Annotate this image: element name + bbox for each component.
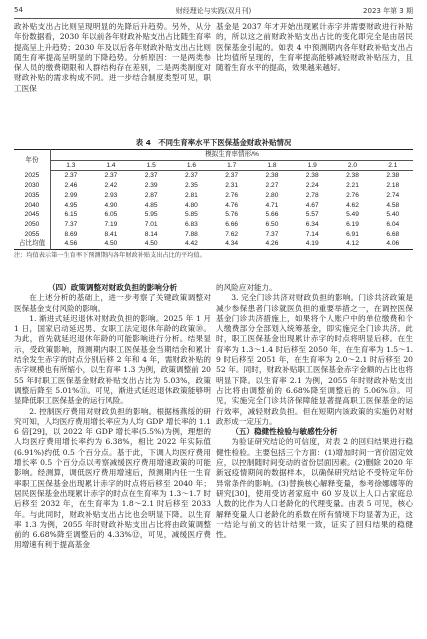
value-cell: 7.88: [185, 230, 198, 238]
value-cell: 4.90: [104, 201, 118, 209]
value-cell: 5.49: [346, 211, 359, 219]
right-column-bottom: [216, 283, 413, 540]
value-cell: 5.76: [225, 211, 239, 219]
column-header: 1.7: [212, 160, 252, 171]
paragraph: 为验证研究结论的可信度，对表 2 的回归结果进行稳健性检验。主要包括三个方面：(1)增加时间一宵价固定效应，以控制随时间变动的省份层面因素。(2)删除 2020 年新冠疫情期间的数据样本，以确保研究结论不受特定年份异常条件的影响。(3)替换核心解释变量，参考徐娜娜等的研究[30]，使用受访者家庭中 60 岁及以上人口占家庭总人数的比作为人口老龄化的代理变量。由表 5 可见，核心解释变量人口老龄化的系数在所有情境下均显著为正，这一结论与前文的估计结果一致，证实了回归结果的稳健性。: [216, 437, 413, 540]
section-heading: （四）政策调整对财政负担的影响分析: [47, 283, 178, 292]
paragraph: 基金是 2037 年才开始出现累计赤字并需要财政进行补贴的，所以这之前财政补贴支出占比的变化即完全是由居民医保基金引起的。如表 4 中预测期内各年财政补贴支出占比均值所呈现的，生育率提高能够减轻财政补贴压力，且随着生育水平的提高，效果越来越好。: [216, 22, 413, 73]
value-cell: 2.81: [185, 191, 198, 199]
value-cell: 4.95: [64, 201, 78, 209]
paragraph: 3. 完全门诊共济对财政负担的影响。门诊共济政策是减少参保患者门诊就医负担的重要举措之一，在调控医保基金门诊共济措施上，如果将个人账户中的单位缴费和个人缴费部分全部划入统筹基金，即实施完全门诊共济。此时，职工医保基金出现累计赤字的时点将明显后移。在生育率为 1.3～1.4 时后移至 2050 年，在生育率为 1.5～1.9 时后移至 2051 年，在生育率为 2.0～2.1 时后移至 2052 年。同时，财政补贴职工医保基金赤字金额的占比也将明显下降。以生育率 2.1 为例，2055 年时财政补贴支出占比将由调整前的 6.68%降至调整后的 5.06%⑬。可见，实施完全门诊共济保障能显著提高职工医保基金的运行效率，减轻财政负担。但在短期内该政策的实施仍对财政形成一定压力。: [216, 293, 413, 426]
column-header: 1.5: [131, 160, 171, 171]
value-cell: 2.37: [225, 172, 239, 180]
table-row: [14, 230, 413, 240]
value-cell: 6.04: [386, 220, 400, 228]
paragraph: 的风险应对能力。: [216, 283, 277, 292]
value-cell: 7.37: [265, 230, 279, 238]
header-rule: [14, 18, 413, 19]
table-caption: 表 4 不同生育率水平下医保基金财政补贴情况: [135, 138, 292, 147]
paragraph: 在上述分析的基础上，进一步考察了关键政策调整对医保基金支付风险的影响。: [14, 293, 211, 313]
column-header: 2.1: [373, 160, 413, 171]
value-cell: 6.68: [386, 230, 400, 238]
value-cell: 2.35: [185, 182, 198, 190]
value-cell: 2.46: [64, 182, 78, 190]
value-cell: 4.62: [346, 201, 359, 209]
column-header: 1.6: [171, 160, 211, 171]
value-cell: 2.18: [386, 182, 400, 190]
table-row: [14, 210, 413, 220]
value-cell: 8.69: [64, 230, 78, 238]
value-cell: 2.38: [265, 172, 279, 180]
table-note: 注：均值表示第一生育率下预测期内各年财政补贴支出占比的平均值。: [14, 252, 206, 260]
value-cell: 4.85: [144, 201, 158, 209]
value-cell: 5.40: [386, 211, 400, 219]
year-cell: 2050: [14, 220, 51, 230]
value-cell: 2.38: [386, 172, 400, 180]
group-header: 模拟生育率情形/%: [51, 150, 414, 161]
year-cell: 2035: [14, 191, 51, 201]
value-cell: 4.19: [305, 240, 319, 248]
paragraph: 1. 渐进式延迟退休对财政负担的影响。2025 年 1 月 1 日，国家启动延迟男、女职工法定退休年龄的政策⑩。为此，首先就延迟退休年龄的可能影响进行分析。结果显示，受政策影响，预测期内职工医保基金当期结余和累计结余发生赤字的时点分别后移 2 年和 4 年，需财政补贴的赤字规模也有所缩小，以生育率 1.3 为例，政策调整前 2055 年时职工医保基金财政补贴支出占比为 5.03%，政策调整后降至 5.01%⑪。可见，渐进式延迟退休政策能够明显降低职工医保基金的运行风险。: [14, 313, 211, 406]
value-cell: 2.78: [305, 191, 319, 199]
value-cell: 7.19: [104, 220, 118, 228]
value-cell: 5.57: [305, 211, 319, 219]
year-cell: 2030: [14, 181, 51, 191]
value-cell: 2.76: [346, 191, 359, 199]
value-cell: 2.76: [225, 191, 239, 199]
page-header: [14, 6, 413, 18]
value-cell: 5.95: [144, 211, 158, 219]
value-cell: 2.27: [265, 182, 279, 190]
section-heading: （五）稳健性检验与敏感性分析: [231, 427, 338, 437]
year-cell: 2040: [14, 201, 51, 211]
column-header: 1.8: [252, 160, 292, 171]
value-cell: 6.15: [64, 211, 78, 219]
value-cell: 2.39: [144, 182, 158, 190]
value-cell: 7.14: [305, 230, 319, 238]
value-cell: 2.99: [64, 191, 78, 199]
value-cell: 4.67: [305, 201, 319, 209]
value-cell: 2.74: [386, 191, 400, 199]
value-cell: 4.34: [225, 240, 239, 248]
year-cell: 2055: [14, 230, 51, 240]
value-cell: 7.01: [144, 220, 158, 228]
value-cell: 6.50: [265, 220, 279, 228]
value-cell: 4.56: [64, 240, 78, 248]
value-cell: 4.12: [346, 240, 359, 248]
value-cell: 2.87: [144, 191, 158, 199]
value-cell: 4.50: [144, 240, 158, 248]
value-cell: 4.26: [265, 240, 279, 248]
value-cell: 2.38: [346, 172, 359, 180]
column-header: 2.0: [332, 160, 372, 171]
value-cell: 7.62: [225, 230, 239, 238]
value-cell: 6.19: [346, 220, 359, 228]
value-cell: 2.31: [225, 182, 239, 190]
journal-title: 财经理论与实践(双月刊): [175, 7, 252, 15]
year-cell: 2025: [14, 171, 51, 181]
year-header: 年份: [14, 150, 51, 171]
table-row: [14, 181, 413, 191]
year-cell: 占比均值: [14, 239, 51, 249]
right-column-top: [216, 22, 413, 73]
table-row: [14, 171, 413, 181]
left-column-bottom: [14, 283, 211, 551]
value-cell: 2.80: [265, 191, 279, 199]
table-block: [14, 137, 413, 260]
value-cell: 2.21: [346, 182, 359, 190]
paragraph: 2. 控制医疗费用对财政负担的影响。根据杨燕绥的研究可知，人均医疗费用增长率应为人均 GDP 增长率的 1.16 倍[29]，以 2022 年 GDP 增长率(5.5%)为例，理想的人均医疗费用增长率约为 6.38%，相比 2022 年实际值(6.91%)约低 0.5 个百分点。基于此，下调人均医疗费用增长率 0.5 个百分点以考察减缓医疗费用增速政策的可能影响。经测算，调低医疗费用增速后，预测期内任一生育率职工医保基金出现累计赤字的时点将后移至 2040 年；居民医保基金出现累计赤字的时点在生育率为 1.3～1.7 时后移至 2032 年，在生育率为 1.8～2.1 时后移至 2033 年。与此同时，财政补贴支出占比也会明显下降。以生育率 1.3 为例，2055 年时财政补贴支出占比将由政策调整前的 6.68%降至调整后的 4.33%⑫，可见，减缓医疗费用增速有利于提高基金: [14, 406, 211, 550]
issue-label: 2023 年第 3 期: [363, 7, 413, 15]
value-cell: 8.14: [144, 230, 158, 238]
value-cell: 4.50: [104, 240, 118, 248]
value-cell: 5.66: [265, 211, 279, 219]
value-cell: 4.76: [225, 201, 239, 209]
value-cell: 2.24: [305, 182, 319, 190]
value-cell: 6.34: [305, 220, 319, 228]
table-row: [14, 201, 413, 211]
table-row: [14, 239, 413, 249]
column-header: 1.3: [51, 160, 91, 171]
value-cell: 2.37: [104, 172, 118, 180]
value-cell: 4.06: [386, 240, 400, 248]
paragraph: 政补贴支出占比则呈现明显的先降后升趋势。另外，从分年份数据看，2030 年以前各年财政补贴支出占比随生育率提高呈上升趋势；2030 年及以后各年财政补贴支出占比则随生育率提高呈明显的下降趋势。分析原因：一是两类参保人员的缴费期限和人群结构存在差别，二是两类制度对财政补贴的需求构成不同。进一步结合制度类型可见，职工医保: [14, 22, 211, 93]
value-cell: 6.66: [225, 220, 239, 228]
value-cell: 2.37: [144, 172, 158, 180]
value-cell: 8.41: [104, 230, 118, 238]
value-cell: 4.58: [386, 201, 400, 209]
value-cell: 5.85: [185, 211, 198, 219]
value-cell: 2.37: [185, 172, 198, 180]
year-cell: 2045: [14, 210, 51, 220]
data-table: [14, 149, 413, 250]
column-header: 1.9: [292, 160, 332, 171]
value-cell: 7.37: [64, 220, 78, 228]
value-cell: 2.37: [64, 172, 78, 180]
value-cell: 2.38: [305, 172, 319, 180]
left-column-top: [14, 22, 211, 94]
column-header: 1.4: [91, 160, 131, 171]
value-cell: 4.42: [185, 240, 198, 248]
value-cell: 4.80: [185, 201, 198, 209]
value-cell: 6.91: [346, 230, 359, 238]
value-cell: 6.83: [185, 220, 198, 228]
table-row: [14, 191, 413, 201]
page-number: 54: [14, 6, 23, 14]
value-cell: 2.93: [104, 191, 118, 199]
value-cell: 2.42: [104, 182, 118, 190]
table-row: [14, 220, 413, 230]
value-cell: 6.05: [104, 211, 118, 219]
value-cell: 4.71: [265, 201, 279, 209]
